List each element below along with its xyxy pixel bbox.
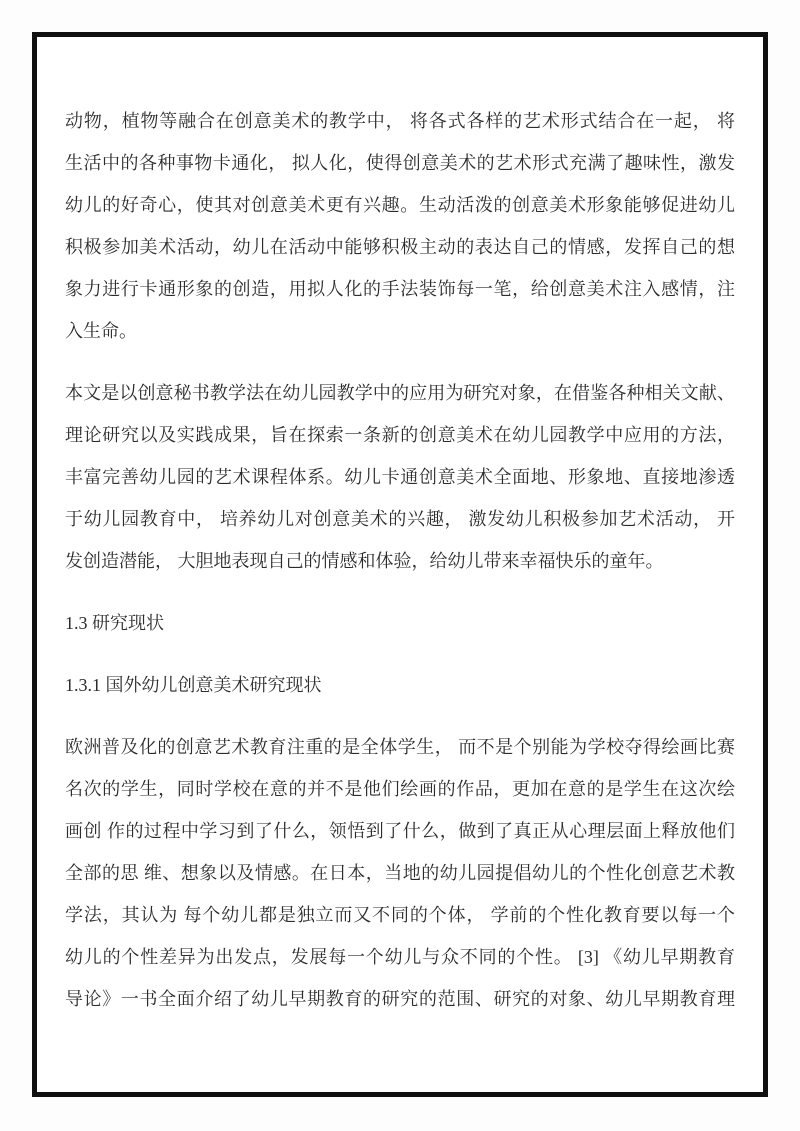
text-line: 幼儿的个性差异为出发点，发展每一个幼儿与众不同的个性。 [3] 《幼儿早期教育: [65, 947, 735, 967]
text-line: 入生命。: [65, 321, 137, 341]
text-line: 发创造潜能， 大胆地表现自己的情感和体验，给幼儿带来幸福快乐的童年。: [65, 551, 664, 571]
paragraph-research-object: [65, 372, 735, 582]
text-line: 本文是以创意秘书教学法在幼儿园教学中的应用为研究对象，在借鉴各种相关文献、: [65, 383, 735, 403]
text-line: 理论研究以及实践成果，旨在探索一条新的创意美术在幼儿园教学中应用的方法，: [65, 425, 735, 445]
text-line: 全部的思 维、想象以及情感。在日本，当地的幼儿园提倡幼儿的个性化创意艺术教: [65, 863, 735, 883]
text-line: 于幼儿园教育中， 培养幼儿对创意美术的兴趣， 激发幼儿积极参加艺术活动， 开: [65, 509, 735, 529]
heading-1-3-1: [65, 664, 735, 706]
text-line: 名次的学生，同时学校在意的并不是他们绘画的作品，更加在意的是学生在这次绘: [65, 779, 735, 799]
text-line: 生活中的各种事物卡通化， 拟人化，使得创意美术的艺术形式充满了趣味性，激发: [65, 153, 735, 173]
heading-1-3: [65, 602, 735, 644]
text-line: 画创 作的过程中学习到了什么，领悟到了什么，做到了真正从心理层面上释放他们: [65, 821, 735, 841]
document-content: [65, 100, 735, 1020]
text-line: 学法，其认为 每个幼儿都是独立而又不同的个体， 学前的个性化教育要以每一个: [65, 905, 735, 925]
text-line: 象力进行卡通形象的创造，用拟人化的手法装饰每一笔，给创意美术注入感情，注: [65, 279, 735, 299]
text-line: 丰富完善幼儿园的艺术课程体系。幼儿卡通创意美术全面地、形象地、直接地渗透: [65, 467, 735, 487]
text-line: 幼儿的好奇心，使其对创意美术更有兴趣。生动活泼的创意美术形象能够促进幼儿: [65, 195, 735, 215]
paragraph-creative-art-benefits: [65, 100, 735, 352]
paragraph-foreign-research-status: [65, 726, 735, 1020]
heading-line: 1.3.1 国外幼儿创意美术研究现状: [65, 675, 322, 695]
document-page: [32, 32, 768, 1097]
text-line: 欧洲普及化的创意艺术教育注重的是全体学生， 而不是个别能为学校夺得绘画比赛: [65, 737, 735, 757]
text-line: 导论》一书全面介绍了幼儿早期教育的研究的范围、研究的对象、幼儿早期教育理: [65, 989, 735, 1009]
heading-line: 1.3 研究现状: [65, 613, 164, 633]
text-line: 动物，植物等融合在创意美术的教学中， 将各式各样的艺术形式结合在一起， 将: [65, 111, 735, 131]
text-line: 积极参加美术活动，幼儿在活动中能够积极主动的表达自己的情感，发挥自己的想: [65, 237, 735, 257]
